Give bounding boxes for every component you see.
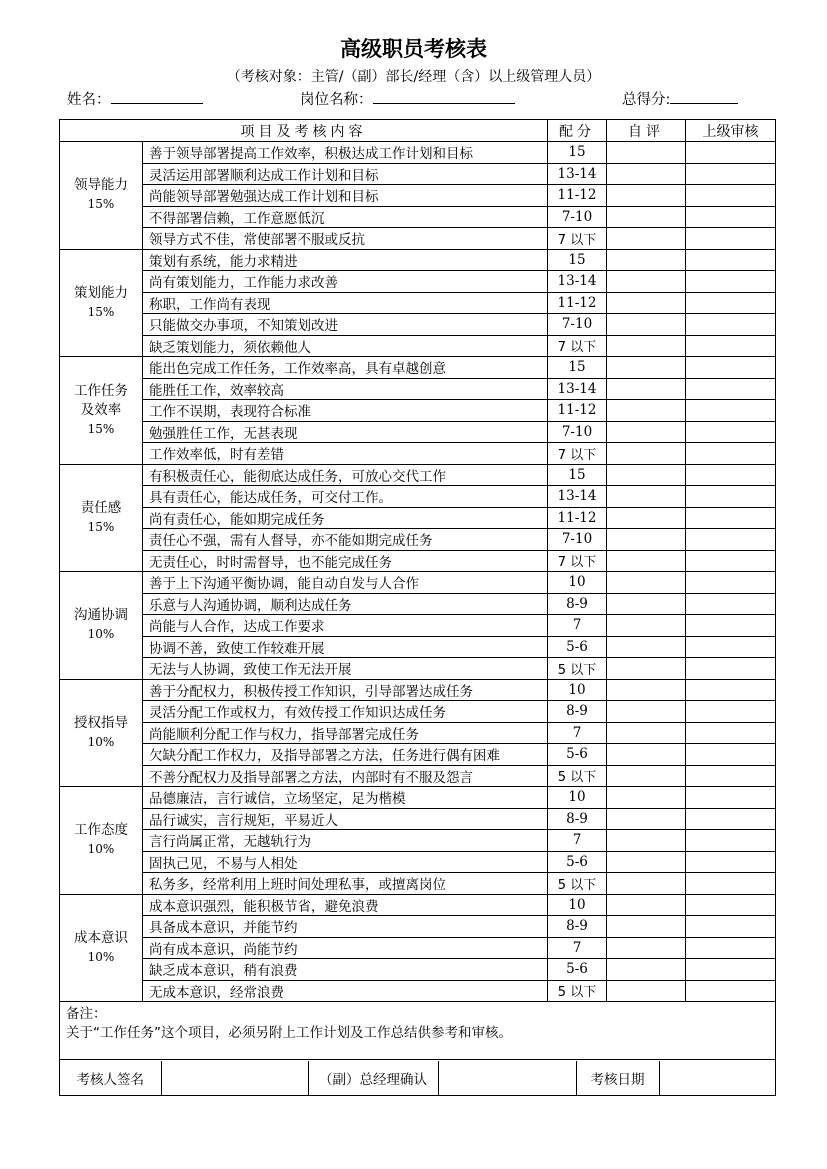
table-row [60, 228, 776, 250]
self-eval-cell[interactable] [607, 400, 686, 422]
score-range: 15 [548, 142, 607, 164]
score-range: 5 以下 [548, 658, 607, 680]
self-eval-cell[interactable] [607, 937, 686, 959]
criterion-description: 品德廉洁，言行诚信，立场坚定，足为楷模 [143, 787, 548, 809]
table-row [60, 916, 776, 938]
criterion-description: 不善分配权力及指导部署之方法，内部时有不服及怨言 [143, 765, 548, 787]
table-row [60, 980, 776, 1002]
category-name: 沟通协调 [74, 607, 128, 624]
table-row [60, 937, 776, 959]
self-eval-cell[interactable] [607, 464, 686, 486]
table-row [60, 185, 776, 207]
evaluation-table [59, 119, 776, 1096]
category-cell [60, 142, 143, 250]
superior-review-cell[interactable] [686, 314, 776, 336]
superior-review-cell[interactable] [686, 443, 776, 465]
criterion-description: 善于分配权力，积极传授工作知识，引导部署达成任务 [143, 679, 548, 701]
criterion-description: 灵活运用部署顺利达成工作计划和目标 [143, 163, 548, 185]
superior-review-cell[interactable] [686, 722, 776, 744]
score-range: 13-14 [548, 378, 607, 400]
superior-review-cell[interactable] [686, 980, 776, 1002]
position-field [300, 88, 515, 109]
category-name: 工作任务 [74, 382, 128, 399]
category-cell [60, 679, 143, 787]
table-row [60, 679, 776, 701]
superior-review-cell[interactable] [686, 593, 776, 615]
score-range: 11-12 [548, 292, 607, 314]
category-name: 授权指导 [74, 714, 128, 731]
table-row [60, 142, 776, 164]
self-eval-cell[interactable] [607, 443, 686, 465]
review-date-label: 考核日期 [576, 1061, 659, 1095]
criterion-description: 灵活分配工作或权力，有效传授工作知识达成任务 [143, 701, 548, 723]
self-eval-cell[interactable] [607, 873, 686, 895]
signature-row [60, 1060, 776, 1096]
superior-review-cell[interactable] [686, 851, 776, 873]
criterion-description: 领导方式不佳，常使部署不服或反抗 [143, 228, 548, 250]
table-row [60, 486, 776, 508]
self-eval-cell[interactable] [607, 765, 686, 787]
self-eval-cell[interactable] [607, 249, 686, 271]
criterion-description: 尚能顺利分配工作与权力，指导部署完成任务 [143, 722, 548, 744]
table-body [60, 142, 776, 1002]
self-eval-cell[interactable] [607, 314, 686, 336]
table-row [60, 529, 776, 551]
score-range: 8-9 [548, 593, 607, 615]
header-score: 配分 [548, 120, 607, 142]
score-range: 5-6 [548, 959, 607, 981]
criterion-description: 缺乏策划能力，须依赖他人 [143, 335, 548, 357]
self-eval-cell[interactable] [607, 851, 686, 873]
score-range: 7 以下 [548, 335, 607, 357]
superior-review-cell[interactable] [686, 249, 776, 271]
score-range: 5 以下 [548, 765, 607, 787]
superior-review-cell[interactable] [686, 357, 776, 379]
superior-review-cell[interactable] [686, 744, 776, 766]
self-eval-cell[interactable] [607, 787, 686, 809]
table-row [60, 292, 776, 314]
score-range: 5-6 [548, 851, 607, 873]
score-range: 7 [548, 937, 607, 959]
category-name: 责任感 [80, 499, 122, 516]
table-row [60, 464, 776, 486]
criterion-description: 私务多，经常利用上班时间处理私事，或擅离岗位 [143, 873, 548, 895]
criterion-description: 不得部署信赖，工作意愿低沉 [143, 206, 548, 228]
self-eval-cell[interactable] [607, 163, 686, 185]
superior-review-cell[interactable] [686, 400, 776, 422]
category-cell [60, 787, 143, 895]
self-eval-cell[interactable] [607, 658, 686, 680]
score-range: 8-9 [548, 916, 607, 938]
score-range: 7-10 [548, 421, 607, 443]
category-name: 策划能力 [74, 284, 128, 301]
total-score-label: 总得分: [622, 92, 671, 108]
table-row [60, 249, 776, 271]
self-eval-cell[interactable] [607, 378, 686, 400]
table-row [60, 765, 776, 787]
header-item: 项目及考核内容 [60, 120, 548, 142]
category-cell [60, 894, 143, 1002]
criterion-description: 能出色完成工作任务，工作效率高，具有卓越创意 [143, 357, 548, 379]
name-field [67, 88, 203, 109]
superior-review-cell[interactable] [686, 937, 776, 959]
notes-label: 备注： [66, 1006, 107, 1022]
table-row [60, 357, 776, 379]
score-range: 11-12 [548, 507, 607, 529]
criterion-description: 协调不善，致使工作较难开展 [143, 636, 548, 658]
signature-cell [60, 1060, 776, 1096]
score-range: 13-14 [548, 271, 607, 293]
criterion-description: 责任心不强，需有人督导，亦不能如期完成任务 [143, 529, 548, 551]
header-superior-review: 上级审核 [686, 120, 776, 142]
table-row [60, 744, 776, 766]
score-range: 13-14 [548, 486, 607, 508]
score-range: 10 [548, 894, 607, 916]
criterion-description: 能胜任工作，效率较高 [143, 378, 548, 400]
criterion-description: 有积极责任心，能彻底达成任务，可放心交代工作 [143, 464, 548, 486]
criterion-description: 无法与人协调，致使工作无法开展 [143, 658, 548, 680]
superior-review-cell[interactable] [686, 185, 776, 207]
superior-review-cell[interactable] [686, 658, 776, 680]
self-eval-cell[interactable] [607, 701, 686, 723]
category-weight: 15% [87, 421, 115, 436]
score-range: 8-9 [548, 808, 607, 830]
gm-confirm-field[interactable] [438, 1061, 576, 1095]
criterion-description: 工作效率低，时有差错 [143, 443, 548, 465]
criterion-description: 尚有责任心，能如期完成任务 [143, 507, 548, 529]
score-range: 8-9 [548, 701, 607, 723]
criterion-description: 善于上下沟通平衡协调，能自动自发与人合作 [143, 572, 548, 594]
score-range: 15 [548, 249, 607, 271]
self-eval-cell[interactable] [607, 357, 686, 379]
self-eval-cell[interactable] [607, 486, 686, 508]
reviewer-signature-label: 考核人签名 [60, 1061, 161, 1095]
criterion-description: 善于领导部署提高工作效率，积极达成工作计划和目标 [143, 142, 548, 164]
score-range: 15 [548, 464, 607, 486]
self-eval-cell[interactable] [607, 808, 686, 830]
score-range: 7 [548, 615, 607, 637]
criterion-description: 品行诚实，言行规矩，平易近人 [143, 808, 548, 830]
self-eval-cell[interactable] [607, 593, 686, 615]
category-name: 及效率 [80, 401, 122, 418]
category-weight: 10% [87, 842, 115, 857]
criterion-description: 尚有策划能力，工作能力求改善 [143, 271, 548, 293]
self-eval-cell[interactable] [607, 421, 686, 443]
criterion-description: 无责任心，时时需督导，也不能完成任务 [143, 550, 548, 572]
superior-review-cell[interactable] [686, 421, 776, 443]
table-row [60, 206, 776, 228]
superior-review-cell[interactable] [686, 894, 776, 916]
criterion-description: 策划有系统，能力求精进 [143, 249, 548, 271]
table-row [60, 658, 776, 680]
self-eval-cell[interactable] [607, 185, 686, 207]
superior-review-cell[interactable] [686, 916, 776, 938]
self-eval-cell[interactable] [607, 722, 686, 744]
superior-review-cell[interactable] [686, 378, 776, 400]
table-row [60, 421, 776, 443]
position-label: 岗位名称： [300, 92, 373, 108]
header-self-eval: 自评 [607, 120, 686, 142]
score-range: 5 以下 [548, 980, 607, 1002]
self-eval-cell[interactable] [607, 292, 686, 314]
criterion-description: 无成本意识，经常浪费 [143, 980, 548, 1002]
criterion-description: 乐意与人沟通协调，顺利达成任务 [143, 593, 548, 615]
score-range: 7 以下 [548, 443, 607, 465]
score-range: 7 [548, 722, 607, 744]
category-name: 领导能力 [74, 177, 128, 194]
self-eval-cell[interactable] [607, 679, 686, 701]
table-row [60, 787, 776, 809]
table-row [60, 894, 776, 916]
criterion-description: 固执己见，不易与人相处 [143, 851, 548, 873]
self-eval-cell[interactable] [607, 636, 686, 658]
name-input-line[interactable] [111, 90, 203, 104]
criterion-description: 具备成本意识，并能节约 [143, 916, 548, 938]
table-row [60, 507, 776, 529]
superior-review-cell[interactable] [686, 615, 776, 637]
self-eval-cell[interactable] [607, 894, 686, 916]
table-row [60, 550, 776, 572]
category-cell [60, 357, 143, 465]
notes-row [60, 1002, 776, 1060]
table-row [60, 335, 776, 357]
criterion-description: 尚能领导部署勉强达成工作计划和目标 [143, 185, 548, 207]
score-range: 7 [548, 830, 607, 852]
table-row [60, 808, 776, 830]
superior-review-cell[interactable] [686, 142, 776, 164]
table-row [60, 615, 776, 637]
category-cell [60, 464, 143, 572]
self-eval-cell[interactable] [607, 830, 686, 852]
name-label: 姓名： [67, 92, 111, 108]
category-cell [60, 249, 143, 357]
criterion-description: 称职，工作尚有表现 [143, 292, 548, 314]
superior-review-cell[interactable] [686, 335, 776, 357]
self-eval-cell[interactable] [607, 744, 686, 766]
superior-review-cell[interactable] [686, 636, 776, 658]
criterion-description: 尚有成本意识，尚能节约 [143, 937, 548, 959]
score-range: 10 [548, 679, 607, 701]
superior-review-cell[interactable] [686, 873, 776, 895]
table-row [60, 314, 776, 336]
self-eval-cell[interactable] [607, 507, 686, 529]
criterion-description: 尚能与人合作，达成工作要求 [143, 615, 548, 637]
criterion-description: 勉强胜任工作，无甚表现 [143, 421, 548, 443]
criterion-description: 言行尚属正常，无越轨行为 [143, 830, 548, 852]
table-row [60, 572, 776, 594]
score-range: 15 [548, 357, 607, 379]
superior-review-cell[interactable] [686, 529, 776, 551]
superior-review-cell[interactable] [686, 830, 776, 852]
category-weight: 10% [87, 949, 115, 964]
category-name: 工作态度 [74, 822, 128, 839]
superior-review-cell[interactable] [686, 292, 776, 314]
notes-text: 关于“工作任务”这个项目，必须另附上工作计划及工作总结供参考和审核。 [66, 1025, 512, 1041]
superior-review-cell[interactable] [686, 507, 776, 529]
score-range: 10 [548, 787, 607, 809]
superior-review-cell[interactable] [686, 959, 776, 981]
self-eval-cell[interactable] [607, 959, 686, 981]
criterion-description: 成本意识强烈，能积极节省，避免浪费 [143, 894, 548, 916]
table-row [60, 701, 776, 723]
superior-review-cell[interactable] [686, 679, 776, 701]
form-subtitle: （考核对象：主管/（副）部长/经理（含）以上级管理人员） [226, 69, 601, 85]
criterion-description: 具有责任心，能达成任务，可交付工作。 [143, 486, 548, 508]
score-range: 5-6 [548, 636, 607, 658]
criterion-description: 工作不误期，表现符合标准 [143, 400, 548, 422]
table-row [60, 851, 776, 873]
table-row [60, 873, 776, 895]
score-range: 10 [548, 572, 607, 594]
category-name: 成本意识 [74, 929, 128, 946]
superior-review-cell[interactable] [686, 701, 776, 723]
table-row [60, 271, 776, 293]
score-range: 5 以下 [548, 873, 607, 895]
notes-cell [60, 1002, 776, 1060]
score-range: 5-6 [548, 744, 607, 766]
criterion-description: 欠缺分配工作权力，及指导部署之方法，任务进行偶有困难 [143, 744, 548, 766]
score-range: 7-10 [548, 206, 607, 228]
reviewer-signature-field[interactable] [161, 1061, 308, 1095]
self-eval-cell[interactable] [607, 335, 686, 357]
self-eval-cell[interactable] [607, 228, 686, 250]
criterion-description: 只能做交办事项，不知策划改进 [143, 314, 548, 336]
total-score-field [622, 88, 738, 109]
category-weight: 15% [87, 197, 115, 212]
superior-review-cell[interactable] [686, 206, 776, 228]
self-eval-cell[interactable] [607, 206, 686, 228]
table-row [60, 593, 776, 615]
form-title: 高级职员考核表 [340, 37, 487, 61]
table-row [60, 400, 776, 422]
self-eval-cell[interactable] [607, 142, 686, 164]
superior-review-cell[interactable] [686, 486, 776, 508]
self-eval-cell[interactable] [607, 980, 686, 1002]
table-row [60, 722, 776, 744]
score-range: 11-12 [548, 400, 607, 422]
superior-review-cell[interactable] [686, 787, 776, 809]
review-date-field[interactable] [659, 1061, 776, 1095]
position-input-line[interactable] [373, 90, 515, 104]
superior-review-cell[interactable] [686, 464, 776, 486]
superior-review-cell[interactable] [686, 550, 776, 572]
superior-review-cell[interactable] [686, 163, 776, 185]
gm-confirm-label: （副）总经理确认 [308, 1061, 438, 1095]
score-range: 7-10 [548, 529, 607, 551]
table-row [60, 830, 776, 852]
score-range: 11-12 [548, 185, 607, 207]
superior-review-cell[interactable] [686, 228, 776, 250]
superior-review-cell[interactable] [686, 765, 776, 787]
self-eval-cell[interactable] [607, 615, 686, 637]
category-weight: 15% [87, 304, 115, 319]
superior-review-cell[interactable] [686, 271, 776, 293]
superior-review-cell[interactable] [686, 572, 776, 594]
category-weight: 15% [87, 519, 115, 534]
table-row [60, 443, 776, 465]
score-range: 7-10 [548, 314, 607, 336]
score-range: 7 以下 [548, 550, 607, 572]
criterion-description: 缺乏成本意识，稍有浪费 [143, 959, 548, 981]
self-eval-cell[interactable] [607, 572, 686, 594]
table-row [60, 163, 776, 185]
table-row [60, 959, 776, 981]
table-row [60, 636, 776, 658]
category-weight: 10% [87, 734, 115, 749]
superior-review-cell[interactable] [686, 808, 776, 830]
table-row [60, 378, 776, 400]
self-eval-cell[interactable] [607, 550, 686, 572]
score-range: 7 以下 [548, 228, 607, 250]
category-cell [60, 572, 143, 680]
score-range: 13-14 [548, 163, 607, 185]
table-header-row [60, 120, 776, 142]
self-eval-cell[interactable] [607, 271, 686, 293]
category-weight: 10% [87, 627, 115, 642]
self-eval-cell[interactable] [607, 916, 686, 938]
signature-table [60, 1061, 776, 1095]
total-score-input-line[interactable] [670, 90, 738, 104]
self-eval-cell[interactable] [607, 529, 686, 551]
